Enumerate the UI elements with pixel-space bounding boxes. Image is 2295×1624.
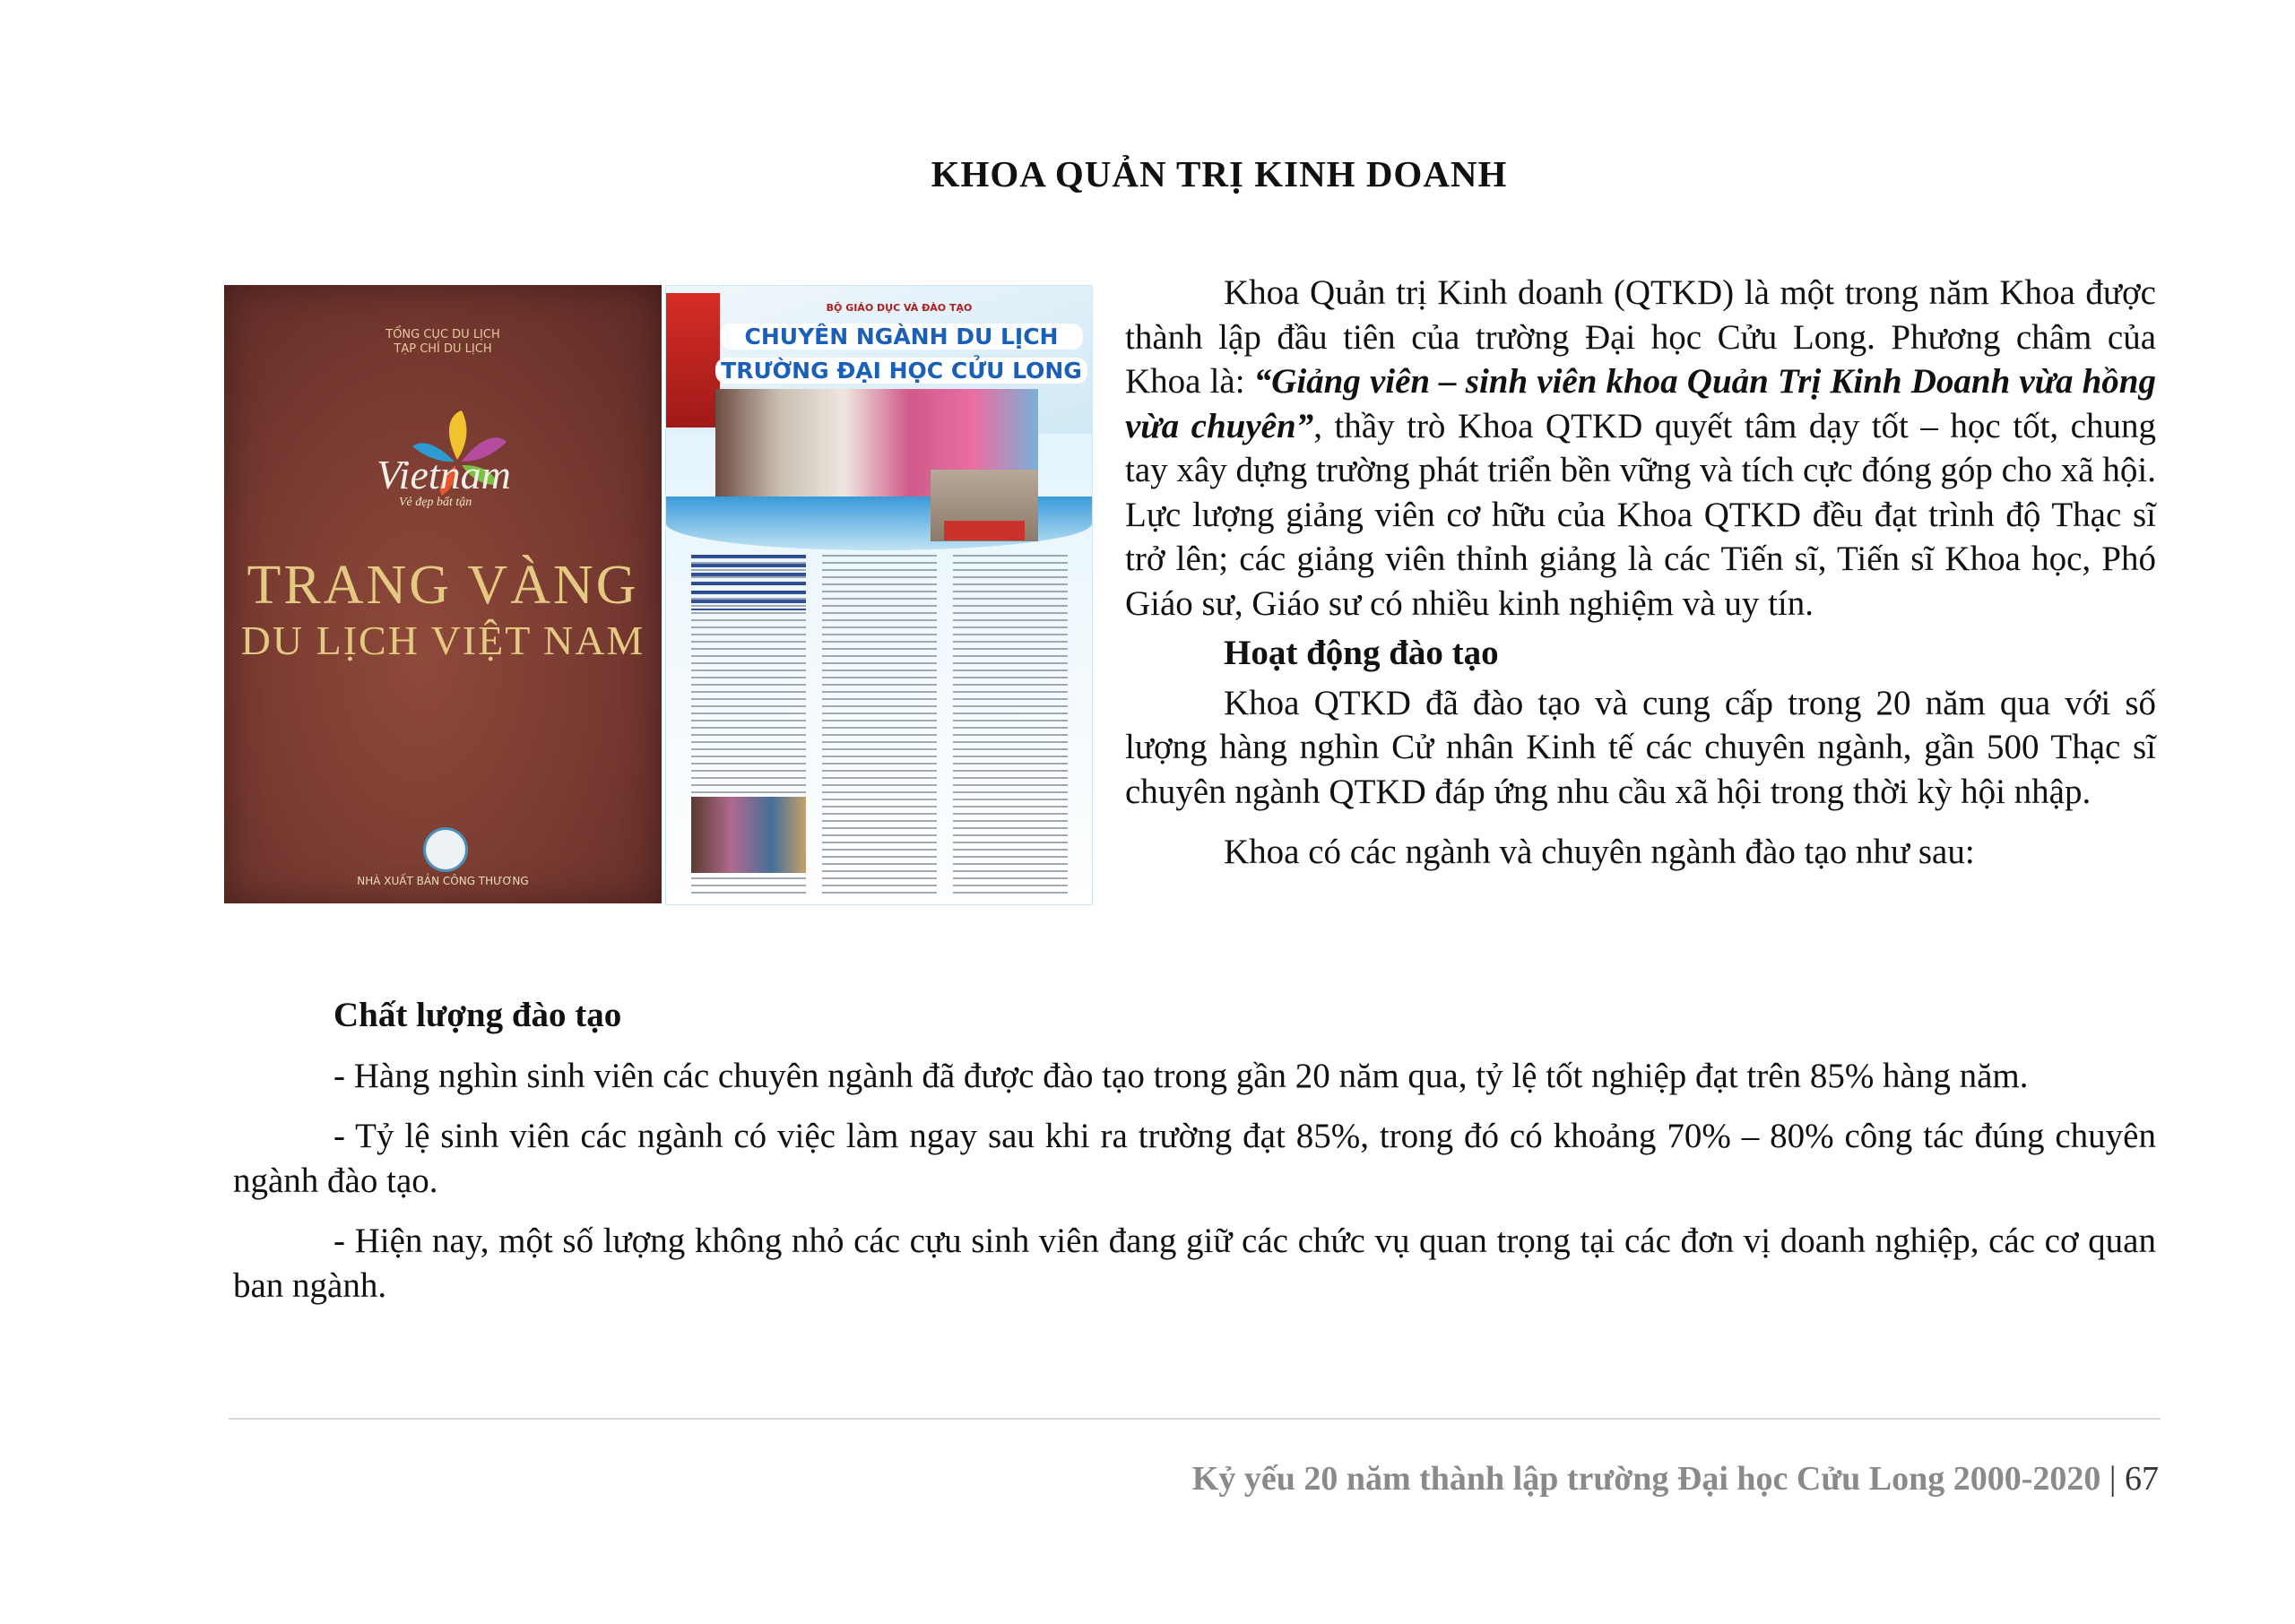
book-cover-publisher-heading <box>224 328 662 357</box>
quality-item-3: - Hiện nay, một số lượng không nhỏ các cựu sinh viên đang giữ các chức vụ quan trọng tại các đơn vị doanh nghiệp, các cơ quan ban ngành. <box>233 1222 2156 1305</box>
footer-text: Kỷ yếu 20 năm thành lập trường Đại học Cửu Long 2000-2020 <box>1191 1460 2101 1498</box>
intro-paragraph-2: Khoa QTKD đã đào tạo và cung cấp trong 20 năm qua với số lượng hàng nghìn Cử nhân Kinh tế các chuyên ngành, gần 500 Thạc sĩ chuyên ngành QTKD đáp ứng nhu cầu xã hội trong thời kỳ hội nhập. <box>1125 683 2156 811</box>
quality-section <box>233 993 2156 1308</box>
book-cover-publisher-line1: TỔNG CỤC DU LỊCH <box>385 328 500 341</box>
magazine-mausoleum-banner <box>944 521 1025 540</box>
quality-item-2: - Tỷ lệ sinh viên các ngành có việc làm ngay sau khi ra trường đạt 85%, trong đó có khoảng 70% – 80% công tác đúng chuyên ngành đào tạo. <box>233 1117 2156 1200</box>
training-heading: Hoạt động đào tạo <box>1224 634 1499 672</box>
faculty-motto: “Giảng viên – sinh viên khoa Quản Trị Kinh Doanh vừa hồng vừa chuyên” <box>1125 362 2156 445</box>
book-cover-publisher: NHÀ XUẤT BẢN CÔNG THƯƠNG <box>357 875 529 887</box>
magazine-headline-1: CHUYÊN NGÀNH DU LỊCH <box>720 324 1083 350</box>
book-cover-logo-sub: Vẻ đẹp bất tận <box>399 496 472 509</box>
magazine-class-photo <box>691 797 806 873</box>
magazine-flag-decoration <box>666 293 720 428</box>
footer-divider <box>229 1418 2161 1420</box>
intro-paragraph-3: Khoa có các ngành và chuyên ngành đào tạo như sau: <box>1224 833 1975 871</box>
book-cover-image <box>224 285 662 903</box>
intro-paragraph-1 <box>1125 271 2156 626</box>
page-number: 67 <box>2125 1460 2159 1498</box>
page-title <box>0 152 2295 195</box>
magazine-column-lead <box>691 555 806 610</box>
magazine-column-2 <box>822 555 937 895</box>
intro-p1-start: Khoa Quản trị Kinh doanh (QTKD) là một trong năm Khoa được thành lập đầu tiên của trường Đại học Cửu Long. Phương châm của Khoa là: <box>1125 273 2156 401</box>
intro-p1-end: , thầy trò Khoa QTKD quyết tâm dạy tốt – học tốt, chung tay xây dựng trường phát triển bền vững và tích cực đóng góp cho xã hội. Lực lượng giảng viên cơ hữu của Khoa QTKD đều đạt trình độ Thạc sĩ trở lên; các giảng viên thỉnh giảng là các Tiến sĩ, Tiến sĩ Khoa học, Phó Giáo sư, Giáo sư có nhiều kinh nghiệm và uy tín. <box>1125 406 2156 623</box>
page-title-text: KHOA QUẢN TRỊ KINH DOANH <box>931 153 1508 194</box>
book-cover-title-line1: TRANG VÀNG <box>247 555 639 616</box>
publisher-logo-icon <box>423 827 468 872</box>
book-cover-publisher-line2: TẠP CHÍ DU LỊCH <box>394 342 492 356</box>
magazine-kicker: BỘ GIÁO DỤC VÀ ĐÀO TẠO <box>826 302 973 314</box>
magazine-headline-2: TRƯỜNG ĐẠI HỌC CỬU LONG <box>715 358 1087 384</box>
quality-item-1: - Hàng nghìn sinh viên các chuyên ngành đã được đào tạo trong gần 20 năm qua, tỷ lệ tốt nghiệp đạt trên 85% hàng năm. <box>333 1056 2029 1095</box>
magazine-page-image <box>665 285 1093 905</box>
footer <box>1192 1459 2159 1499</box>
footer-separator: | <box>2109 1460 2117 1498</box>
intro-section <box>1125 271 2156 875</box>
quality-heading: Chất lượng đào tạo <box>333 996 622 1034</box>
book-cover-title-line2: DU LỊCH VIỆT NAM <box>240 618 645 663</box>
magazine-column-3 <box>953 555 1068 895</box>
book-cover-logo-text: Vietnam <box>377 452 511 497</box>
